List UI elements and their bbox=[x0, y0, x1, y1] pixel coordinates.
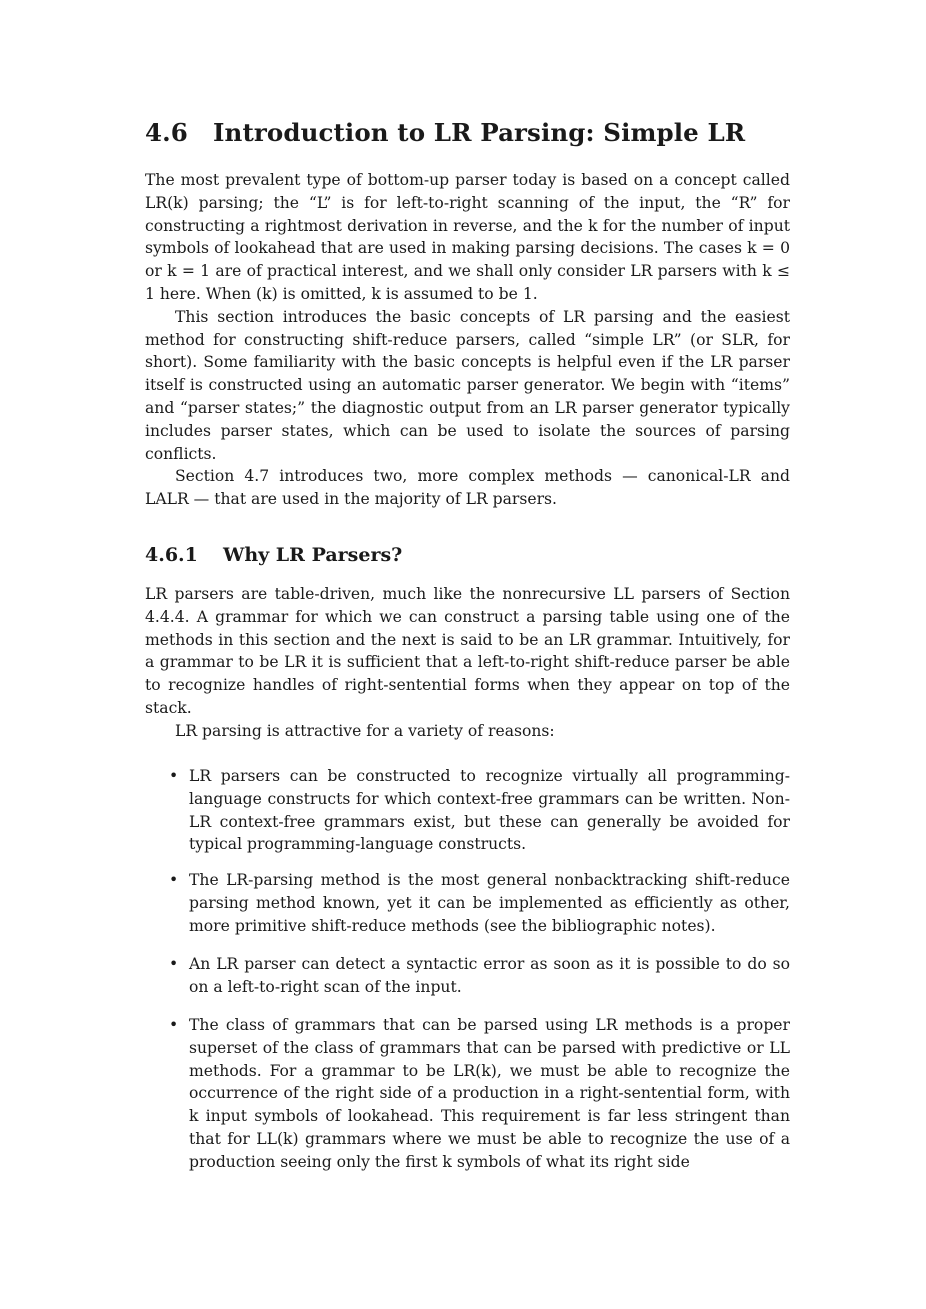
list-item-text: The LR-parsing method is the most general nonbacktracking shift-reduce parsing method known, yet it can be implemented as efficiently as other, more primitive shift-reduce methods (see the bibliographic notes). bbox=[189, 871, 790, 935]
section-heading bbox=[145, 118, 790, 147]
list-item bbox=[145, 953, 790, 999]
paragraph: The most prevalent type of bottom-up parser today is based on a concept called LR(k) parsing; the “L” is for left-to-right scanning of the input, the “R” for constructing a rightmost derivation in reverse, and the k for the number of input symbols of lookahead that are used in making parsing decisions. The cases k = 0 or k = 1 are of practical interest, and we shall only consider LR parsers with k ≤ 1 here. When (k) is omitted, k is assumed to be 1. bbox=[145, 171, 790, 303]
subsection-body bbox=[145, 583, 790, 743]
paragraph: LR parsing is attractive for a variety of reasons: bbox=[175, 721, 555, 740]
subsection-number: 4.6.1 bbox=[145, 544, 198, 566]
list-item bbox=[145, 869, 790, 937]
bullet-icon: • bbox=[169, 767, 179, 785]
bullet-icon: • bbox=[169, 1016, 179, 1034]
section-title: Introduction to LR Parsing: Simple LR bbox=[213, 118, 746, 147]
paragraph: LR parsers are table-driven, much like the nonrecursive LL parsers of Section 4.4.4. A grammar for which we can construct a parsing table using one of the methods in this section and the next is said to be an LR grammar. Intuitively, for a grammar to be LR it is sufficient that a left-to-right shift-reduce parser be able to recognize handles of right-sentential forms when they appear on top of the stack. bbox=[145, 585, 790, 717]
section-number: 4.6 bbox=[145, 118, 188, 147]
subsection-heading bbox=[145, 546, 790, 565]
section-intro bbox=[145, 169, 790, 511]
paragraph: This section introduces the basic concepts of LR parsing and the easiest method for constructing shift-reduce parsers, called “simple LR” (or SLR, for short). Some familiarity with the basic concepts is helpful even if the LR parser itself is constructed using an automatic parser generator. We begin with “items” and “parser states;” the diagnostic output from an LR parser generator typically includes parser states, which can be used to isolate the sources of parsing conflicts. bbox=[145, 307, 790, 463]
list-item-text: The class of grammars that can be parsed using LR methods is a proper superset of the class of grammars that can be parsed with predictive or LL methods. For a grammar to be LR(k), we must be able to recognize the occurrence of the right side of a production in a right-sentential form, with k input symbols of lookahead. This requirement is far less stringent than that for LL(k) grammars where we must be able to recognize the use of a production seeing only the first k symbols of what its right side bbox=[189, 1016, 790, 1171]
list-item-text: An LR parser can detect a syntactic error as soon as it is possible to do so on a left-to-right scan of the input. bbox=[189, 955, 790, 996]
paragraph: Section 4.7 introduces two, more complex methods — canonical-LR and LALR — that are used in the majority of LR parsers. bbox=[145, 467, 790, 509]
list-item bbox=[145, 1014, 790, 1174]
list-item bbox=[145, 765, 790, 856]
subsection-title: Why LR Parsers? bbox=[223, 544, 403, 566]
bullet-icon: • bbox=[169, 955, 179, 973]
list-item-text: LR parsers can be constructed to recognize virtually all programming-language constructs for which context-free grammars can be written. Non-LR context-free grammars exist, but these can generally be avoided for typical programming-language constructs. bbox=[189, 767, 790, 854]
bullet-icon: • bbox=[169, 871, 179, 889]
